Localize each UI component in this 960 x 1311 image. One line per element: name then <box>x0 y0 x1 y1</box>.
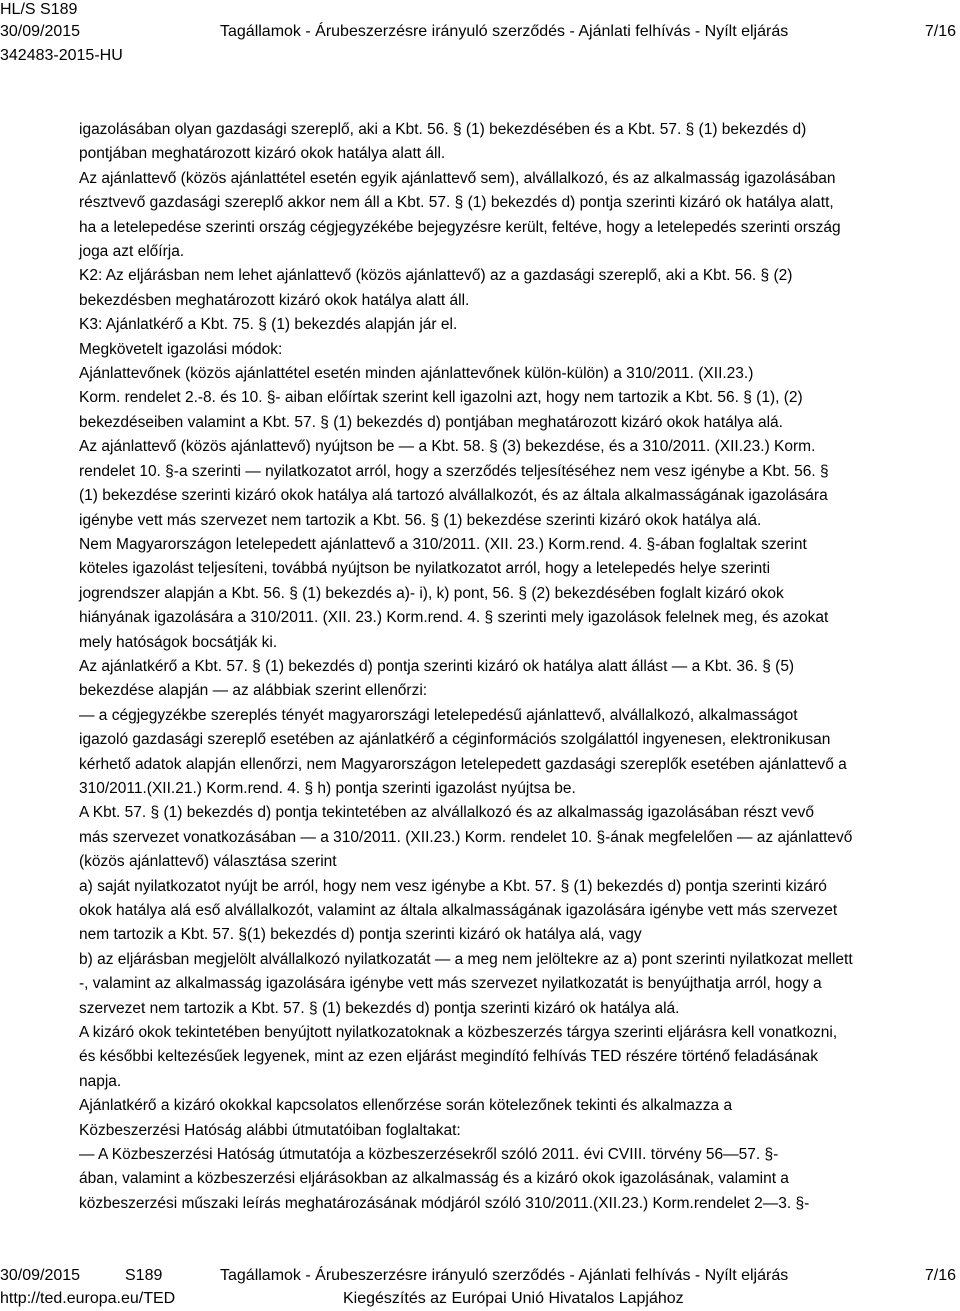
footer-publication: Kiegészítés az Európai Unió Hivatalos Lapjához <box>343 1290 684 1307</box>
text-line: igénybe vett más szervezet nem tartozik a Kbt. 56. § (1) bekezdése szerinti kizáró okok hatálya alá. <box>79 511 762 529</box>
text-line: 310/2011.(XII.21.) Korm.rend. 4. § h) pontja szerinti igazolást nyújtsa be. <box>79 779 576 797</box>
footer-title: Tagállamok - Árubeszerzésre irányuló szerződés - Ajánlati felhívás - Nyílt eljárás <box>220 1267 789 1284</box>
text-line: szervezet nem tartozik a Kbt. 57. § (1) bekezdés d) pontja szerinti kizáró ok hatálya alá. <box>79 999 680 1017</box>
text-line: köteles igazolást teljesíteni, továbbá nyújtson be nyilatkozatot arról, hogy a letelepedés helye szerinti <box>79 560 771 578</box>
footer-page-number: 7/16 <box>924 1267 956 1284</box>
text-line: résztvevő gazdasági szereplő akkor nem áll a Kbt. 57. § (1) bekezdés d) pontja szerinti kizáró ok hatálya alatt, <box>79 194 834 212</box>
header-date: 30/09/2015 <box>0 23 81 40</box>
text-line: — a cégjegyzékbe szereplés tényét magyarországi letelepedésű ajánlattevő, alvállalkozó, alkalmasságot <box>79 706 798 724</box>
page-footer <box>0 1266 960 1311</box>
text-line: rendelet 10. §-a szerinti — nyilatkozatot arról, hogy a szerződés teljesítéséhez nem vesz igénybe a Kbt. 56. § <box>79 462 829 480</box>
text-line: Megkövetelt igazolási módok: <box>79 340 283 358</box>
text-line: — A Közbeszerzési Hatóság útmutatója a közbeszerzésekről szóló 2011. évi CVIII. törvény 56—57. §- <box>79 1146 779 1164</box>
text-line: ha a letelepedése szerinti ország cégjegyzékébe bejegyzésre került, feltéve, hogy a letelepedés szerinti ország <box>79 218 841 236</box>
text-line: Korm. rendelet 2.-8. és 10. §- aiban előírtak szerint kell igazolni azt, hogy nem tartozik a Kbt. 56. § (1), (2) <box>79 389 803 407</box>
footer-date: 30/09/2015 <box>0 1267 81 1284</box>
text-line: Az ajánlattevő (közös ajánlattevő) nyújtson be — a Kbt. 58. § (3) bekezdése, és a 310/2011. (XII.23.) Korm. <box>79 438 816 456</box>
header-page-number: 7/16 <box>924 23 956 40</box>
text-line: jogrendszer alapján a Kbt. 56. § (1) bekezdés a)- i), k) pont, 56. § (2) bekezdésében foglalt kizáró okok <box>79 584 784 602</box>
text-line: közbeszerzési műszaki leírás meghatározásának módjáról szóló 310/2011.(XII.23.) Korm.rendelet 2—3. §- <box>79 1194 810 1212</box>
document-body <box>79 118 957 1216</box>
header-notice-id: 342483-2015-HU <box>0 47 123 64</box>
header-title: Tagállamok - Árubeszerzésre irányuló szerződés - Ajánlati felhívás - Nyílt eljárás <box>220 23 789 40</box>
text-line: Nem Magyarországon letelepedett ajánlattevő a 310/2011. (XII. 23.) Korm.rend. 4. §-ában foglaltak szerint <box>79 535 807 553</box>
text-line: okok hatálya alá eső alvállalkozót, valamint az általa alkalmasságának igazolására igénybe vett más szervezet <box>79 902 838 919</box>
text-line: pontjában meghatározott kizáró okok hatálya alatt áll. <box>79 145 446 163</box>
text-line: (közös ajánlattevő) választása szerint <box>79 853 337 871</box>
footer-series: S189 <box>125 1267 163 1284</box>
text-line: és későbbi keltezésűek legyenek, mint az ezen eljárást megindító felhívás TED részére történő feladásának <box>79 1048 818 1066</box>
text-line: kérhető adatok alapján ellenőrzi, nem Magyarországon letelepedett gazdasági szereplők esetében ajánlattevő a <box>79 755 847 773</box>
text-line: igazoló gazdasági szereplő esetében az ajánlatkérő a céginformációs szolgálattól ingyenesen, elektronikusan <box>79 731 831 749</box>
text-line: más szervezet vonatkozásában — a 310/2011. (XII.23.) Korm. rendelet 10. §-ának megfelelően — az ajánlattevő <box>79 828 853 846</box>
text-line: a) saját nyilatkozatot nyújt be arról, hogy nem vesz igénybe a Kbt. 57. § (1) bekezdés d) pontja szerinti kizáró <box>79 877 827 895</box>
text-line: Az ajánlattevő (közös ajánlattétel esetén egyik ajánlattevő sem), alvállalkozó, és az alkalmasság igazolásában <box>79 169 836 187</box>
text-line: mely hatóságok bocsátják ki. <box>79 633 278 651</box>
text-line: Az ajánlatkérő a Kbt. 57. § (1) bekezdés d) pontja szerinti kizáró ok hatálya alatt állást — a Kbt. 36. § (5) <box>79 657 795 675</box>
text-line: ában, valamint a közbeszerzési eljárásokban az alkalmasság és a kizáró okok igazolásának, valamint a <box>79 1170 789 1188</box>
text-line: Ajánlatkérő a kizáró okokkal kapcsolatos ellenőrzése során kötelezőnek tekinti és alkalmazza a <box>79 1097 733 1115</box>
page-header <box>0 0 960 72</box>
text-line: K3: Ajánlatkérő a Kbt. 75. § (1) bekezdés alapján jár el. <box>79 316 458 334</box>
text-line: A kizáró okok tekintetében benyújtott nyilatkozatoknak a közbeszerzés tárgya szerinti eljárásra kell vonatkozni, <box>79 1024 838 1042</box>
text-line: K2: Az eljárásban nem lehet ajánlattevő (közös ajánlattevő) az a gazdasági szereplő, aki a Kbt. 56. § (2) <box>79 267 793 285</box>
text-line: nem tartozik a Kbt. 57. §(1) bekezdés d) pontja szerinti kizáró ok hatálya alá, vagy <box>79 926 642 944</box>
text-line: hiányának igazolására a 310/2011. (XII. 23.) Korm.rend. 4. § szerinti mely igazolások felelnek meg, és azokat <box>79 609 829 627</box>
text-line: bekezdése alapján — az alábbiak szerint ellenőrzi: <box>79 682 428 700</box>
text-line: Ajánlattevőnek (közös ajánlattétel esetén minden ajánlattevőnek külön-külön) a 310/2011. (XII.23.) <box>79 365 754 383</box>
text-line: joga azt előírja. <box>79 243 185 261</box>
header-series: HL/S S189 <box>0 1 78 18</box>
text-line: napja. <box>79 1072 122 1090</box>
footer-url: http://ted.europa.eu/TED <box>0 1290 176 1307</box>
text-line: Közbeszerzési Hatóság alábbi útmutatóiban foglaltakat: <box>79 1121 461 1139</box>
text-line: bekezdésben meghatározott kizáró okok hatálya alatt áll. <box>79 291 470 309</box>
text-line: b) az eljárásban megjelölt alvállalkozó nyilatkozatát — a meg nem jelöltekre az a) pont szerinti nyilatkozat mellett <box>79 950 853 968</box>
text-line: A Kbt. 57. § (1) bekezdés d) pontja tekintetében az alvállalkozó és az alkalmasság igazolásában részt vevő <box>79 804 814 822</box>
text-line: igazolásában olyan gazdasági szereplő, aki a Kbt. 56. § (1) bekezdésében és a Kbt. 57. § (1) bekezdés d) <box>79 121 807 138</box>
text-line: (1) bekezdése szerinti kizáró okok hatálya alá tartozó alvállalkozót, és az általa alkalmasságának igazolására <box>79 487 828 505</box>
text-line: bekezdéseiben valamint a Kbt. 57. § (1) bekezdés d) pontjában meghatározott kizáró okok hatálya alá. <box>79 413 783 431</box>
text-line: -, valamint az alkalmasság igazolására igénybe vett más szervezet nyilatkozatát is benyújthatja arról, hogy a <box>79 975 822 993</box>
